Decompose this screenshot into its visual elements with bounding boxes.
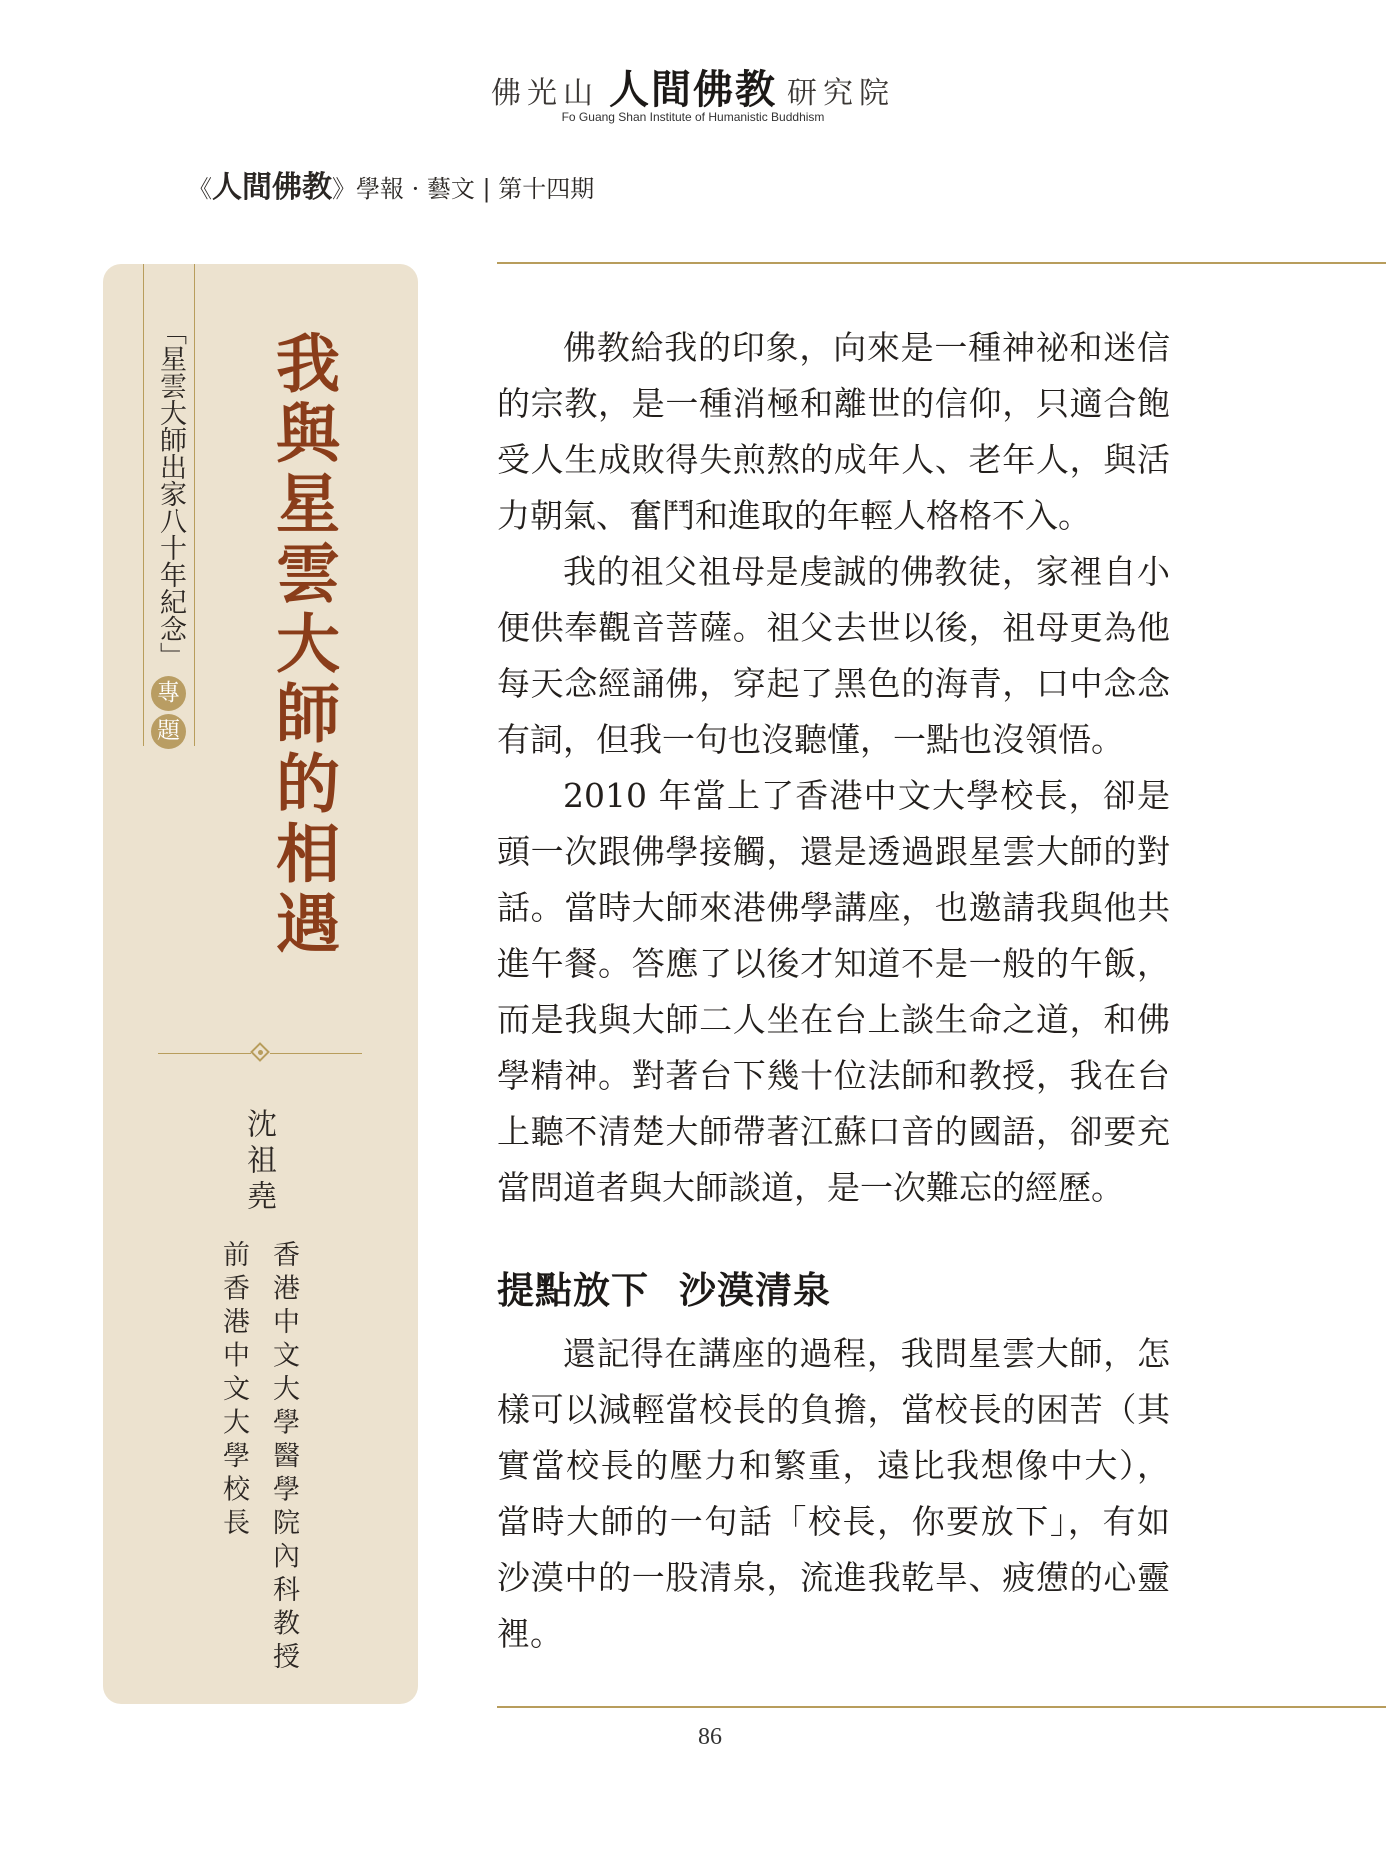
ornament-line-right — [270, 1053, 362, 1054]
series-rule-left — [143, 264, 144, 746]
institute-english-name: Fo Guang Shan Institute of Humanistic Buddhism — [561, 110, 825, 124]
journal-brand: 人間佛教 — [212, 170, 332, 205]
top-divider — [497, 262, 1386, 264]
series-rule-right — [194, 264, 195, 746]
paragraph: 2010 年當上了香港中文大學校長，卻是頭一次跟佛學接觸，還是透過跟星雲大師的對話。當時大師來港佛學講座，也邀請我與他共進午餐。答應了以後才知道不是一般的午飯，而是我與大師二人坐在台上談生命之道，和佛學精神。對著台下幾十位法師和教授，我在台上聽不清楚大師帶著江蘇口音的國語，卻要充當問道者與大師談道，是一次難忘的經歷。 — [497, 776, 1170, 1207]
author-name: 沈祖堯 — [241, 1108, 276, 1216]
institute-suffix: 研究院 — [787, 76, 895, 111]
institute-brand: 人間佛教 — [609, 66, 777, 113]
bottom-divider — [497, 1706, 1386, 1708]
special-topic-badge-1: 專 — [151, 676, 186, 711]
sidebar-panel — [103, 264, 418, 1704]
journal-running-header — [188, 162, 594, 206]
paragraph: 我的祖父祖母是虔誠的佛教徒，家裡自小便供奉觀音菩薩。祖父去世以後，祖母更為他每天念經誦佛，穿起了黑色的海青，口中念念有詞，但我一句也沒聽懂，一點也沒領悟。 — [497, 552, 1170, 759]
institute-prefix: 佛光山 — [491, 76, 599, 111]
journal-section-info: 》學報 · 藝文 | 第十四期 — [332, 175, 595, 203]
section-heading — [497, 1260, 1170, 1320]
ornament-line-left — [158, 1053, 251, 1054]
journal-open-bracket: 《 — [188, 175, 212, 203]
article-title: 我與星雲大師的相遇 — [265, 330, 340, 960]
institute-logo — [0, 58, 1386, 115]
section-heading-part-a: 提點放下 — [497, 1268, 649, 1312]
ornament-dot-icon — [258, 1050, 263, 1055]
author-affiliation-current: 香港中文大學醫學院內科教授 — [268, 1240, 299, 1676]
article-body — [497, 320, 1170, 1662]
paragraph: 還記得在講座的過程，我問星雲大師，怎樣可以減輕當校長的負擔，當校長的困苦（其實當校長的壓力和繁重，遠比我想像中大），當時大師的一句話「校長，你要放下」，有如沙漠中的一股清泉，流進我乾旱、疲憊的心靈裡。 — [497, 1334, 1170, 1653]
series-label: 「星雲大師出家八十年紀念」 — [155, 318, 186, 669]
page-number: 86 — [698, 1724, 722, 1750]
section-heading-part-b: 沙漠清泉 — [679, 1268, 831, 1312]
special-topic-badge-2: 題 — [151, 714, 186, 749]
author-affiliation-former: 前香港中文大學校長 — [218, 1240, 249, 1542]
paragraph: 佛教給我的印象，向來是一種神祕和迷信的宗教，是一種消極和離世的信仰，只適合飽受人生成敗得失煎熬的成年人、老年人，與活力朝氣、奮鬥和進取的年輕人格格不入。 — [497, 328, 1170, 535]
